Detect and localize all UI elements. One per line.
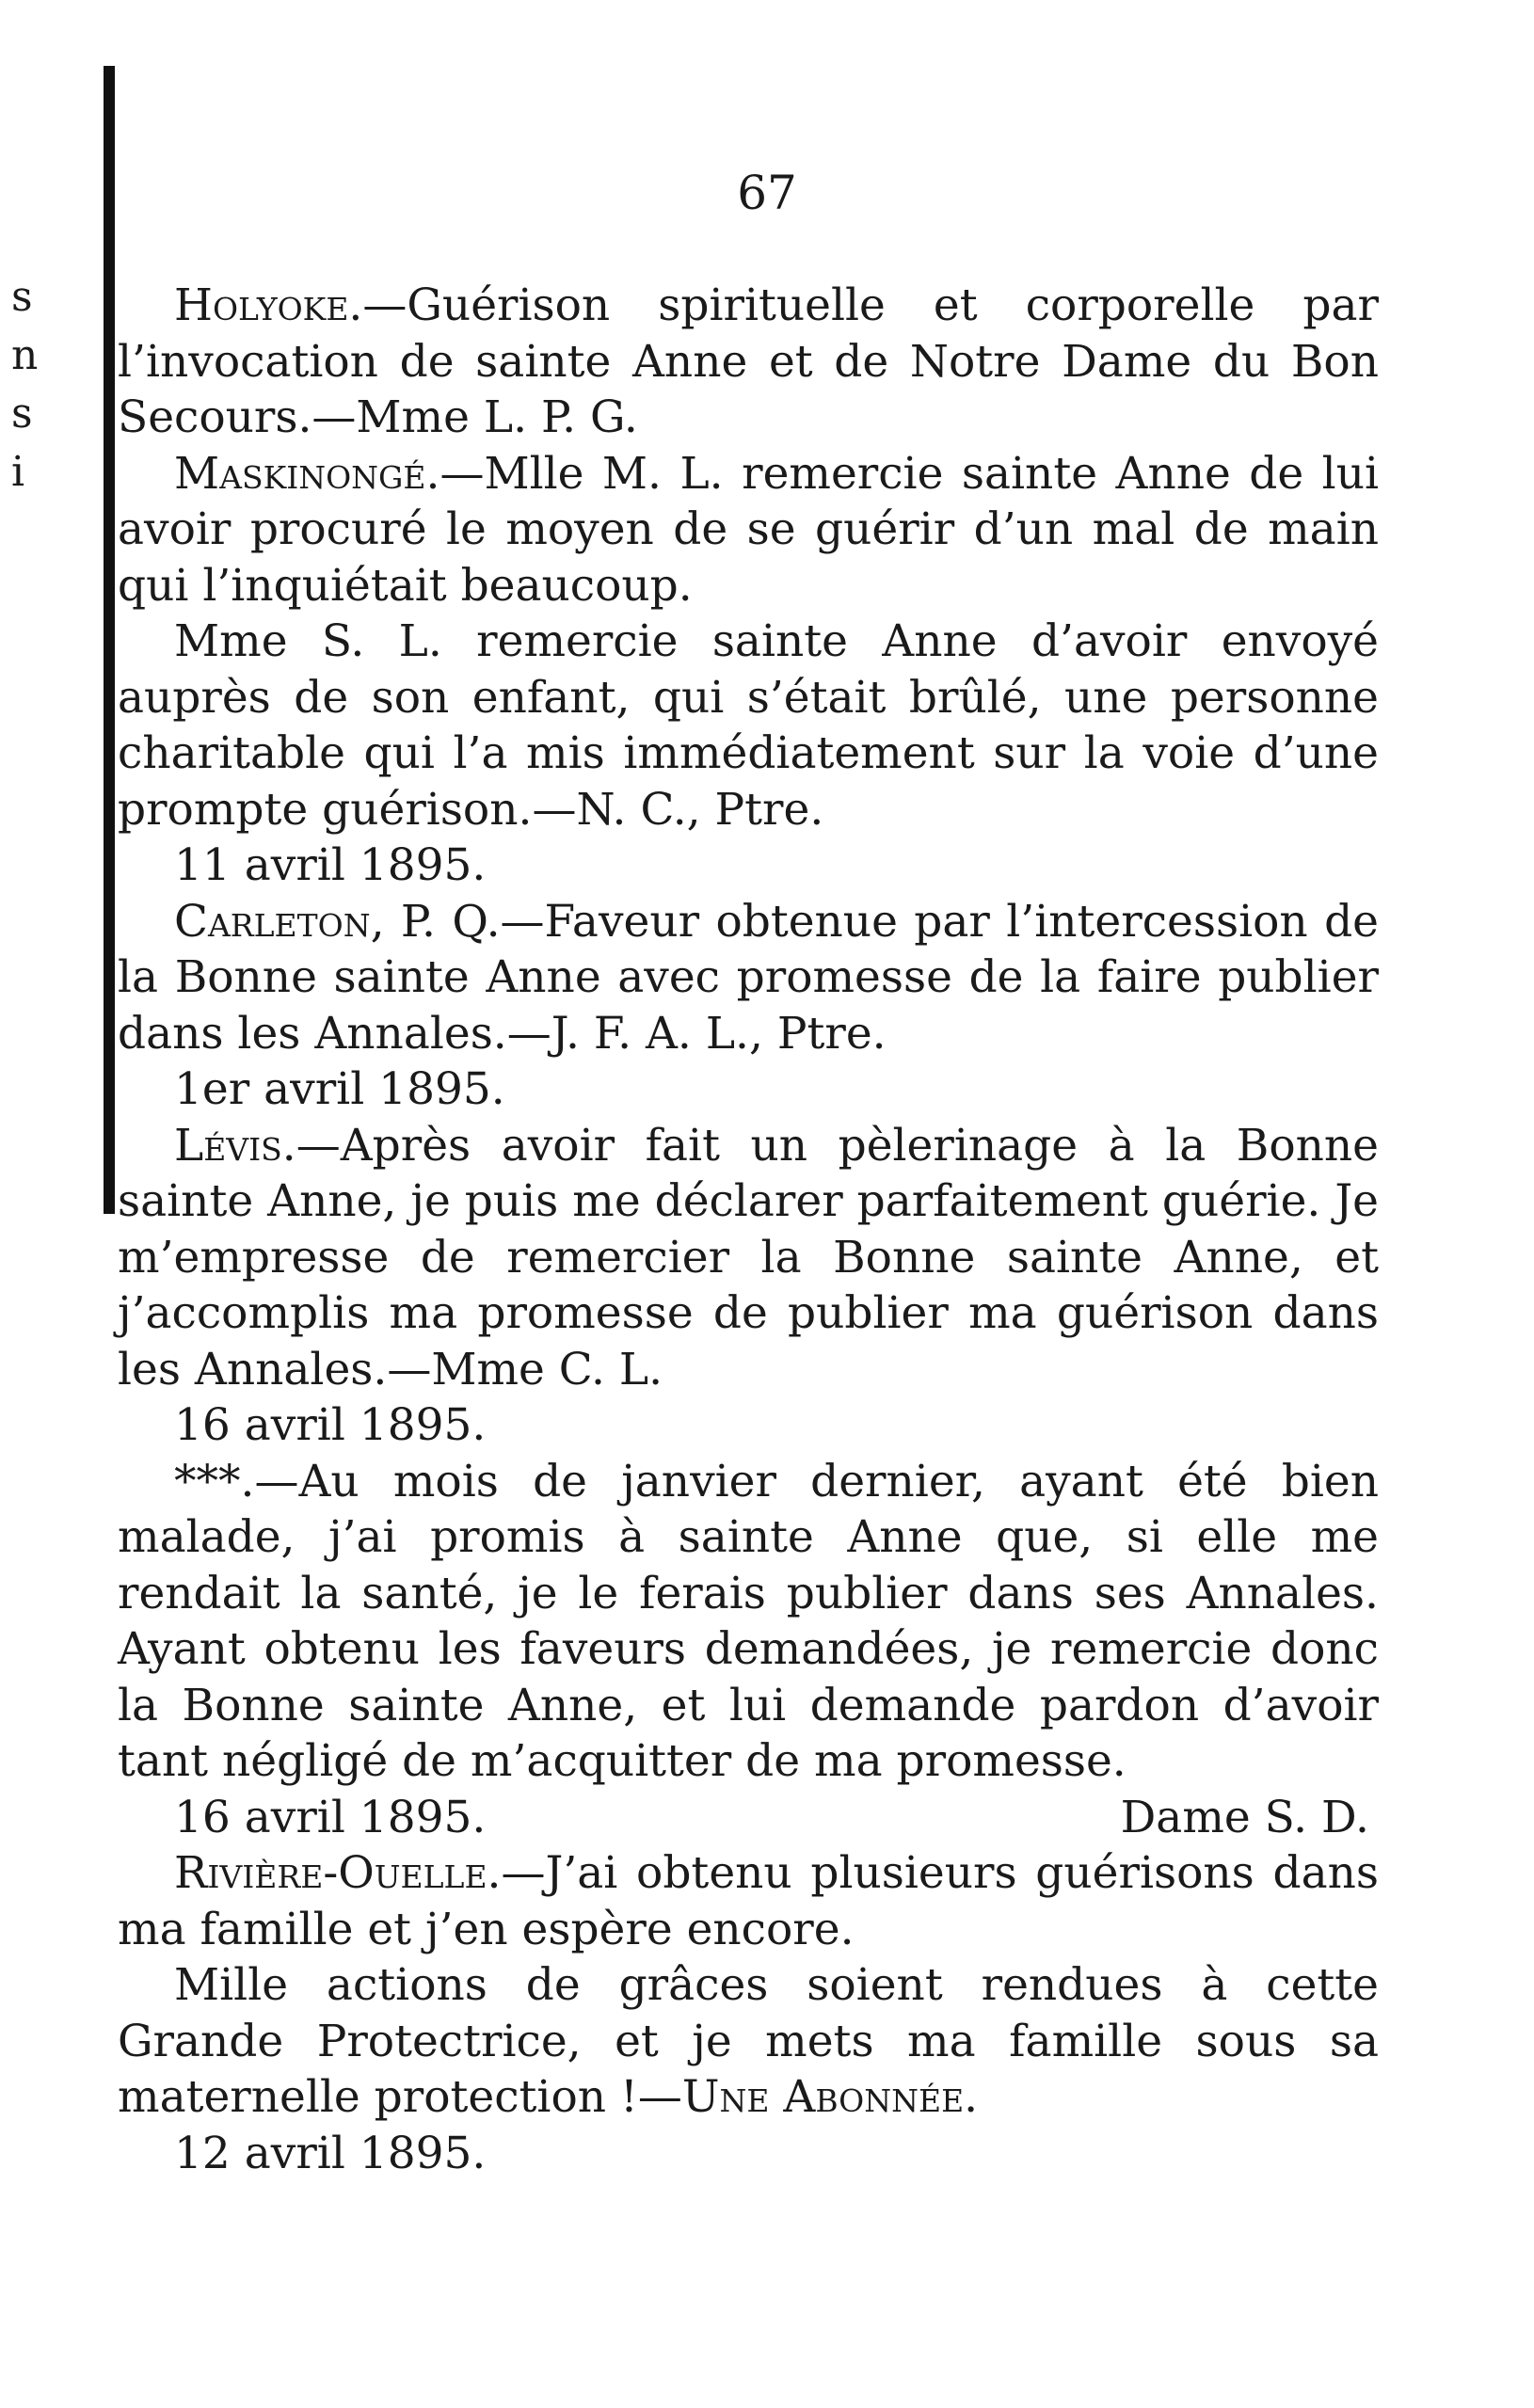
entry-text: —Guérison spirituelle et corporelle par l’invocation de sainte Anne et de Notre Dame du Bon Secours.—Mme L. P. G.: [118, 279, 1379, 443]
entry-date-signature: [118, 1790, 1379, 1846]
margin-letters: [11, 268, 49, 502]
entry-text: —J’ai obtenu plusieurs guérisons dans ma famille et j’en espère encore.: [118, 1847, 1379, 1955]
entry-text: ***.—Au mois de janvier dernier, ayant été bien malade, j’ai promis à sainte Anne que, si elle me rendait la santé, je le ferais publier dans ses Annales. Ayant obtenu les faveurs demandées, je remercie donc la Bonne sainte Anne, et lui demande pardon d’avoir tant négligé de m’acquitter de ma promesse.: [118, 1455, 1379, 1787]
entry-maskinonge: [118, 446, 1379, 614]
margin-letter: n: [11, 331, 39, 379]
entry-signature: Une Abonnée.: [681, 2071, 979, 2123]
body-text: [118, 278, 1379, 2181]
entry-text: —Mlle M. L. remercie sainte Anne de lui avoir procuré le moyen de se guérir d’un mal de main qui l’inquiétait beaucoup.: [118, 447, 1379, 612]
entry-text: , P. Q.—Faveur obtenue par l’intercession de la Bonne sainte Anne avec promesse de la faire publier dans les Annales.—J. F. A. L., Ptre.: [118, 895, 1379, 1060]
entry-date: 16 avril 1895.: [174, 1399, 487, 1451]
entry-holyoke: [118, 278, 1379, 446]
entry-text: Mille actions de grâces soient rendues à cette Grande Protectrice, et je mets ma famille sous sa maternelle protection !—: [118, 1959, 1379, 2123]
entry-levis: [118, 1118, 1379, 1398]
entry-lead: Lévis.: [174, 1119, 296, 1172]
margin-letter: i: [11, 448, 25, 496]
entry-date: 12 avril 1895.: [174, 2127, 487, 2179]
entry-date: 11 avril 1895.: [174, 839, 487, 891]
entry-text: Mme S. L. remercie sainte Anne d’avoir envoyé auprès de son enfant, qui s’était brûlé, une personne charitable qui l’a mis immédiatement sur la voie d’une prompte guérison.—N. C., Ptre.: [118, 615, 1379, 836]
entry-lead: Carleton: [174, 895, 371, 948]
entry-date: 16 avril 1895.: [174, 1791, 487, 1843]
margin-bar: [104, 66, 115, 1214]
entry-carleton: [118, 894, 1379, 1062]
margin-letter: s: [11, 390, 33, 438]
margin-letter: s: [11, 273, 33, 321]
entry-riviere-ouelle: [118, 1845, 1379, 1957]
entry-text: —Après avoir fait un pèlerinage à la Bonne sainte Anne, je puis me déclarer parfaitement guérie. Je m’empresse de remercier la Bonne sainte Anne, et j’accomplis ma promesse de publier ma guérison dans les Annales.—Mme C. L.: [118, 1119, 1379, 1395]
entry-mille-actions: [118, 1957, 1379, 2126]
entry-signature: Dame S. D.: [1120, 1791, 1369, 1843]
entry-date: 1er avril 1895.: [174, 1063, 505, 1115]
entry-anonymous: [118, 1454, 1379, 1790]
page-number: 67: [737, 166, 797, 220]
entry-lead: Maskinongé.: [174, 447, 440, 500]
entry-mme-sl: [118, 614, 1379, 837]
entry-lead: Holyoke.: [174, 279, 363, 331]
entry-lead: Rivière-Ouelle.: [174, 1847, 502, 1899]
